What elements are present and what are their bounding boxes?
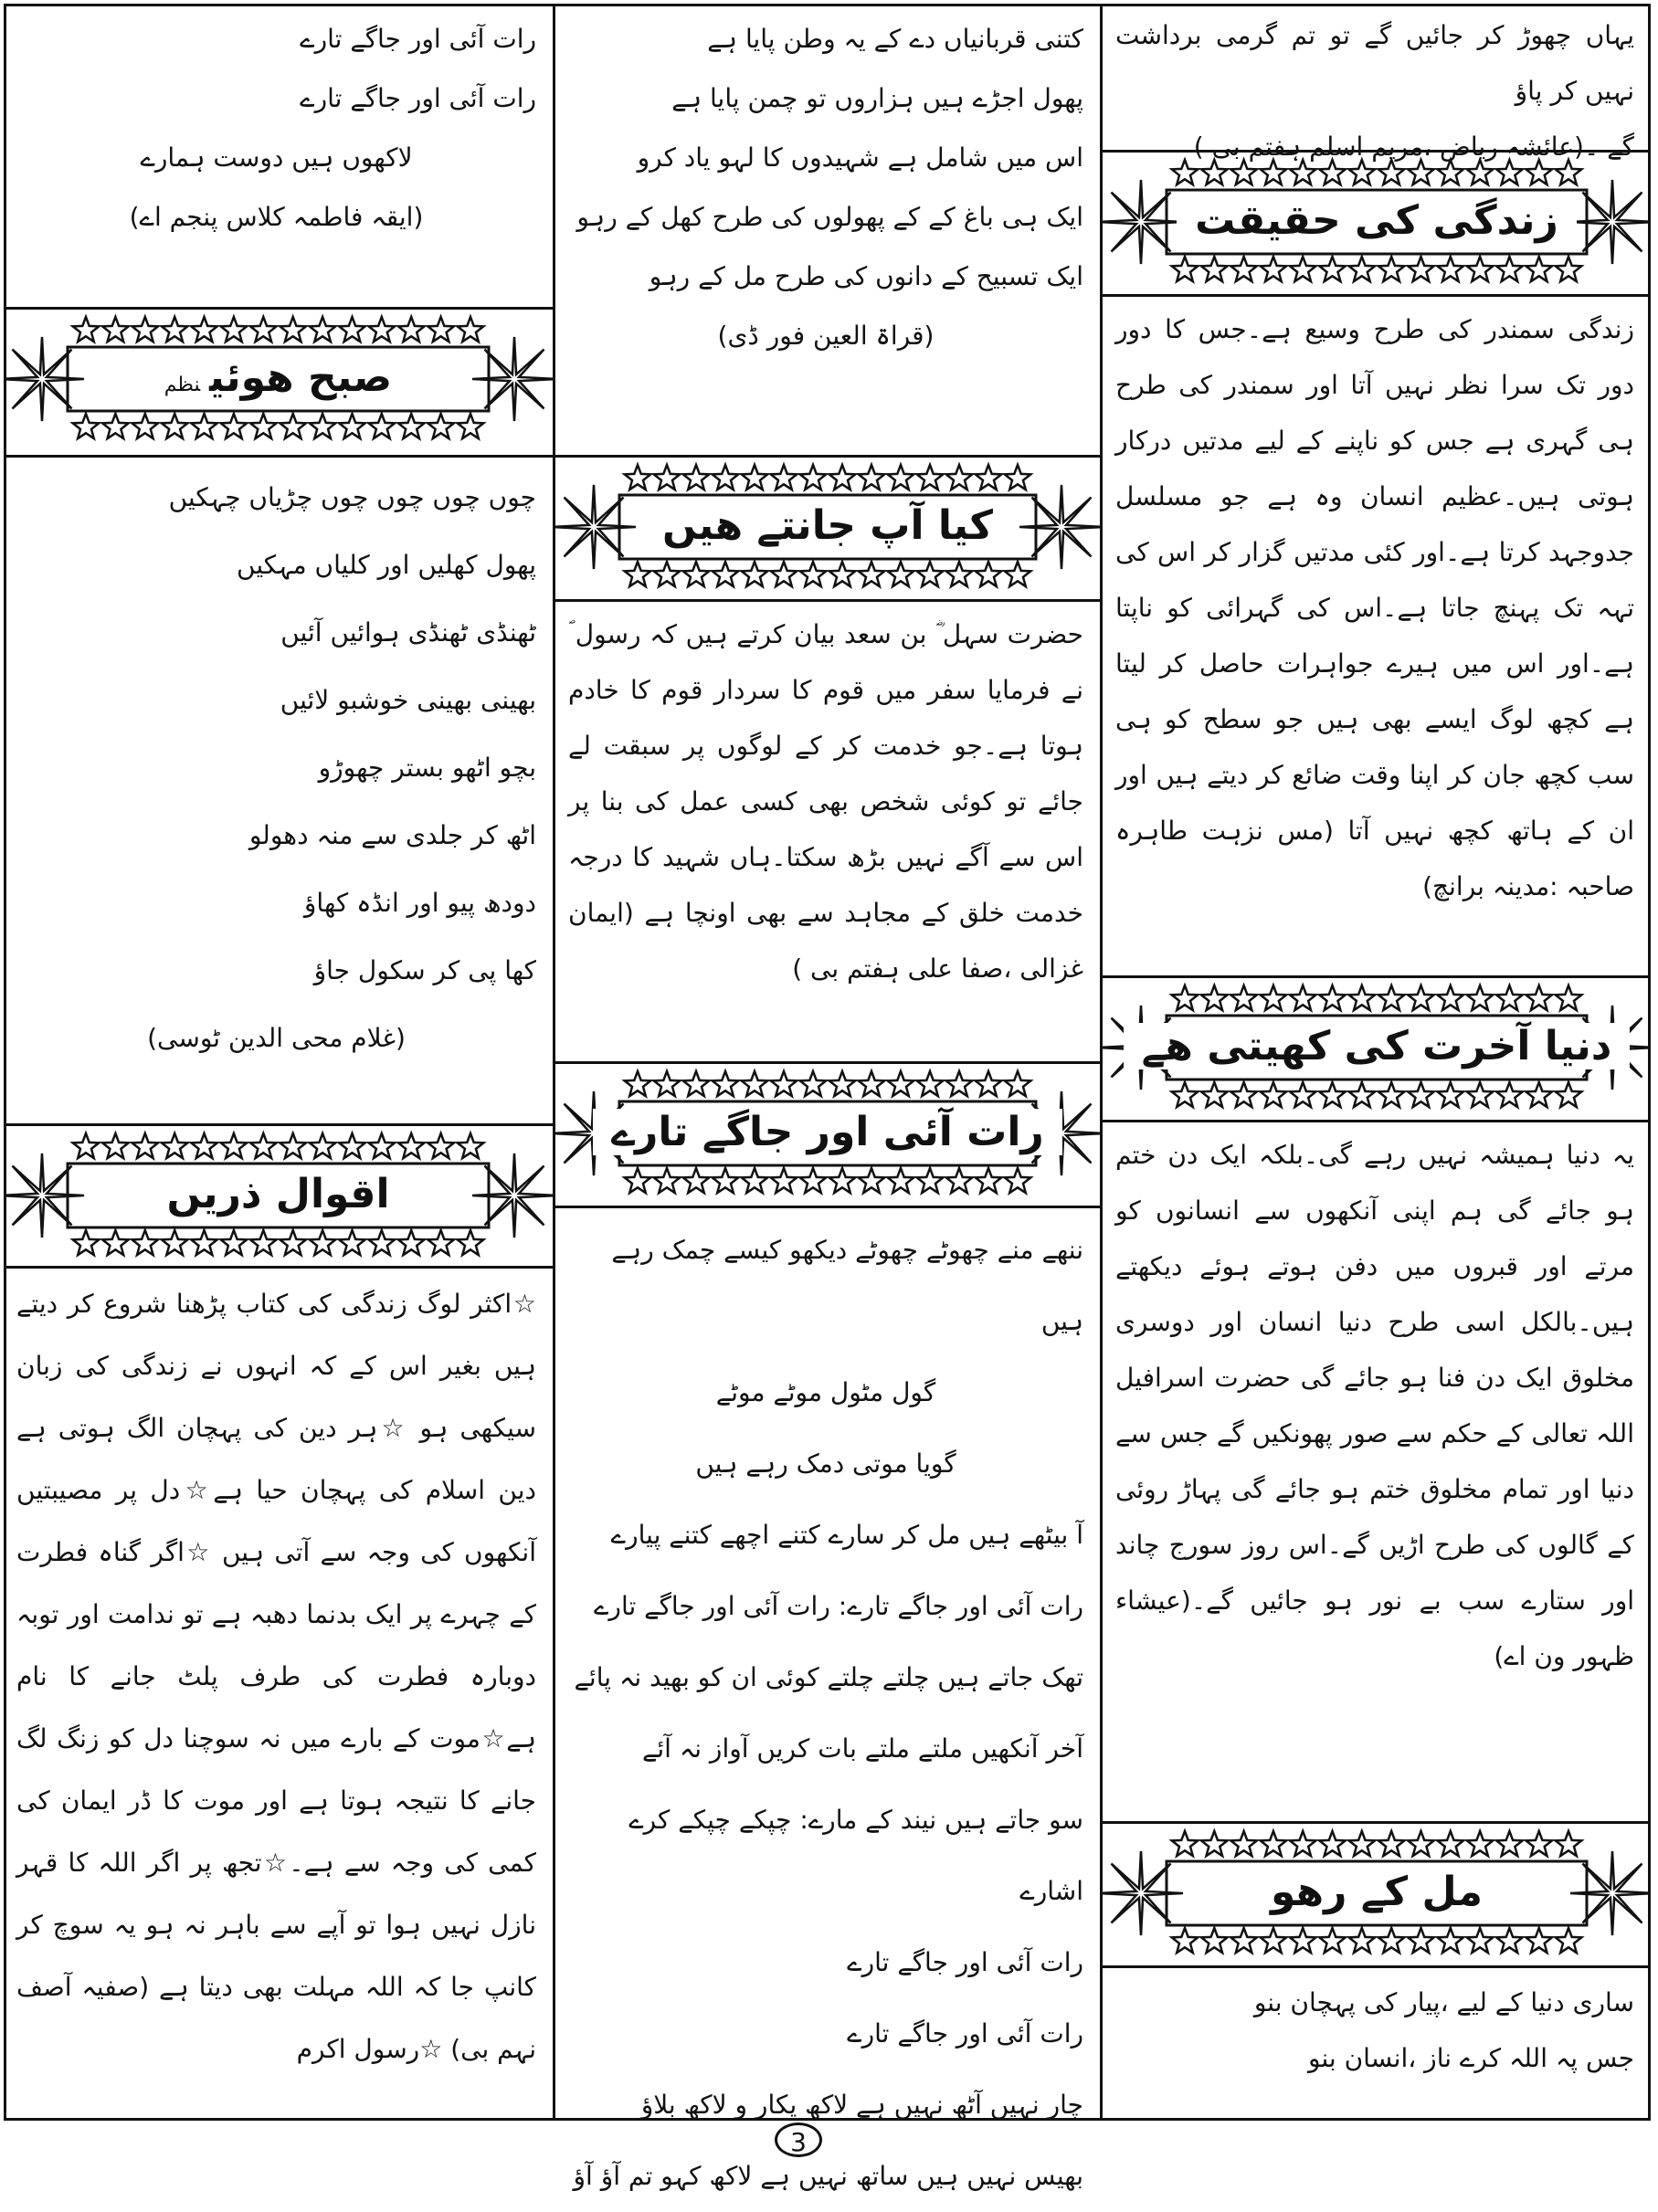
heading-aqwal xyxy=(4,1127,553,1264)
star-icon xyxy=(132,317,159,342)
star-icon xyxy=(369,1133,396,1158)
star-icon xyxy=(1319,1928,1346,1953)
star-icon xyxy=(1201,985,1228,1010)
star-icon xyxy=(917,1071,944,1096)
star-icon xyxy=(1290,1082,1316,1107)
star-icon xyxy=(1172,1831,1199,1856)
aqwal-text: ☆اکثر لوگ زندگی کی کتاب پڑھنا شروع کر دیتے ہیں بغیر اس کے کہ انہوں نے زندگی کی زبان سیکھی ہو ☆ہر دین کی پہچان الگ ہوتی ہے دین اسلام کی پہچان حیا ہے☆دل پر مصیبتیں آنکھوں کی وجہ سے آتی ہیں ☆اگر گناہ فطرت کے چہرے پر ایک بدنما دھبہ ہے تو ندامت اور توبہ دوبارہ فطرت کی طرف پلٹ جانے کا نام ہے☆موت کے بارے میں نہ سوچنا دل کو زنگ لگ جانے کا نتیجہ ہوتا ہے اور موت کا ڈر ایمان کی کمی کی وجہ سے ہے۔☆تجھ پر اگر اللہ کا قہر نازل نہیں ہوا تو آپے سے باہر نہ ہو یہ سوچ کر کانپ جا کہ اللہ مہلت بھی دیتا ہے (صفیہ آصف نہم بی) ☆رسول اکرم xyxy=(16,1289,536,2064)
star-icon xyxy=(1438,985,1464,1010)
star-icon xyxy=(1496,160,1523,184)
star-icon xyxy=(339,1133,365,1158)
star-icon xyxy=(1319,160,1346,184)
star-icon xyxy=(1319,257,1346,281)
star-icon xyxy=(73,414,100,438)
star-icon xyxy=(458,317,484,342)
column-left xyxy=(4,4,553,2121)
star-icon xyxy=(280,1230,306,1255)
star-icon xyxy=(310,1230,336,1255)
star-icon xyxy=(428,414,454,438)
star-icon xyxy=(1005,1071,1031,1096)
subah-line: اٹھ کر جلدی سے منہ دھولو xyxy=(248,820,536,850)
star-icon xyxy=(1319,1831,1346,1856)
star-icon xyxy=(888,465,914,490)
star-icon xyxy=(339,317,365,342)
heading-subah xyxy=(4,311,553,448)
star-icon xyxy=(132,414,159,438)
star-icon xyxy=(102,1230,129,1255)
star-icon xyxy=(1556,160,1582,184)
star-icon xyxy=(280,1133,306,1158)
star-icon xyxy=(1467,1831,1494,1856)
star-icon xyxy=(1408,1082,1434,1107)
raat-line: تھک جاتے ہیں چلتے چلتے کوئی ان کو بھید نہ پائے xyxy=(574,1662,1083,1692)
star-icon xyxy=(713,1071,739,1096)
star-icon xyxy=(800,562,827,586)
star-icon xyxy=(1172,257,1199,281)
star-icon xyxy=(73,1230,100,1255)
star-icon xyxy=(742,1168,768,1193)
heading-duniya-title: دنیا آخرت کی کھیتی ھے xyxy=(1124,1023,1631,1069)
star-icon xyxy=(310,414,336,438)
raat-aayi-poem xyxy=(555,1209,1100,2191)
star-icon xyxy=(1290,160,1316,184)
star-icon xyxy=(310,1133,336,1158)
heading-kya-aap-title: کیا آپ جانتے ھیں xyxy=(644,502,1011,549)
star-icon xyxy=(1438,1831,1464,1856)
heading-subah-sub: نظم xyxy=(164,374,201,396)
star-icon xyxy=(1526,1831,1552,1856)
star-icon xyxy=(1496,257,1523,281)
star-icon xyxy=(625,1071,651,1096)
raat-line: رات آئی اور جاگے تارے xyxy=(847,2018,1083,2049)
star-icon xyxy=(1408,160,1434,184)
subah-line: کھا پی کر سکول جاؤ xyxy=(313,955,536,985)
star-icon xyxy=(917,562,944,586)
star-icon xyxy=(1230,160,1257,184)
star-icon xyxy=(102,414,129,438)
star-icon xyxy=(742,562,768,586)
star-icon xyxy=(946,1168,973,1193)
star-icon xyxy=(162,1230,188,1255)
star-icon xyxy=(654,465,681,490)
star-icon xyxy=(1290,257,1316,281)
star-icon xyxy=(742,1071,768,1096)
star-icon xyxy=(1172,1928,1199,1953)
heading-kya-aap xyxy=(555,458,1100,595)
star-icon xyxy=(1408,1831,1434,1856)
subah-line: پھول کھلیں اور کلیاں مہکیں xyxy=(237,550,536,580)
raat-line: آخر آنکھیں ملتے ملتے بات کریں آواز نہ آئے xyxy=(641,1733,1083,1764)
star-icon xyxy=(859,1071,885,1096)
heading-milke-title: مل کے رھو xyxy=(1252,1869,1501,1915)
star-icon xyxy=(1172,985,1199,1010)
star-icon xyxy=(1201,257,1228,281)
star-icon xyxy=(1556,1831,1582,1856)
star-icon xyxy=(458,1133,484,1158)
star-icon xyxy=(428,1230,454,1255)
star-icon xyxy=(310,317,336,342)
heading-subah-title: صبح ھوئی xyxy=(209,354,393,401)
star-icon xyxy=(1230,985,1257,1010)
star-icon xyxy=(683,1168,710,1193)
zindagi-text: زندگی سمندر کی طرح وسیع ہے۔جس کا دور دور تک سرا نظر نہیں آتا اور سمندر کی طرح ہی گہری ہے جس کو ناپنے کے لیے مدتیں درکار ہوتی ہیں۔عظیم انسان وہ ہے جو مسلسل جدوجہد کرتا ہے۔اور کئی مدتیں گزار کر اس کی تہہ تک پہنچ جاتا ہے۔اس کی گہرائی کو ناپتا ہے۔اور اس میں ہیرے جواہرات حاصل کر لیتا ہے کچھ لوگ ایسے بھی ہیں جو سطح کو ہی سب کچھ جان کر اپنا وقت ضائع کر دیتے ہیں اور ان کے ہاتھ کچھ نہیں آتا (مس نزہت طاہرہ صاحبہ :مدینہ برانچ) xyxy=(1115,314,1634,901)
star-icon xyxy=(458,414,484,438)
star-icon xyxy=(398,414,425,438)
watan-line: کتنی قربانیاں دے کے یہ وطن پایا ہے xyxy=(707,24,1083,54)
star-icon xyxy=(1349,1928,1376,1953)
star-icon xyxy=(859,1168,885,1193)
star-icon xyxy=(976,465,1002,490)
star-icon xyxy=(1261,985,1287,1010)
watan-line: پھول اجڑے ہیں ہزاروں تو چمن پایا ہے xyxy=(671,83,1083,113)
star-icon xyxy=(1526,1082,1552,1107)
star-icon xyxy=(339,1230,365,1255)
star-icon xyxy=(654,1168,681,1193)
star-icon xyxy=(132,1230,159,1255)
star-icon xyxy=(162,317,188,342)
intro-line-1: یہاں چھوڑ کر جائیں گے تو تم گرمی برداشت نہیں کر پاؤ xyxy=(1115,20,1634,106)
lakhon-credit: (ایقہ فاطمہ کلاس پنجم اے) xyxy=(129,202,424,232)
subah-line: بھینی بھینی خوشبو لائیں xyxy=(280,685,536,715)
raat-line: سو جاتے ہیں نیند کے مارے: چپکے چپکے کرے اشارے xyxy=(628,1805,1083,1906)
star-icon xyxy=(888,562,914,586)
page-number: 3 xyxy=(775,2122,822,2157)
star-icon xyxy=(1556,1928,1582,1953)
star-icon xyxy=(102,1133,129,1158)
raat-line: گول مٹول موٹے موٹے xyxy=(715,1377,936,1407)
star-icon xyxy=(1438,257,1464,281)
star-icon xyxy=(1349,1831,1376,1856)
star-icon xyxy=(1438,160,1464,184)
star-icon xyxy=(1290,985,1316,1010)
star-icon xyxy=(683,1071,710,1096)
star-icon xyxy=(1378,985,1405,1010)
star-icon xyxy=(369,414,396,438)
star-icon xyxy=(742,465,768,490)
heading-aqwal-title: اقوال ذریں xyxy=(148,1171,407,1217)
heading-duniya xyxy=(1103,979,1651,1116)
star-icon xyxy=(191,1133,217,1158)
star-icon xyxy=(1526,1928,1552,1953)
star-icon xyxy=(221,317,248,342)
star-icon xyxy=(829,562,856,586)
star-icon xyxy=(132,1133,159,1158)
star-icon xyxy=(1467,160,1494,184)
star-icon xyxy=(976,1168,1002,1193)
star-icon xyxy=(654,1071,681,1096)
intro-text xyxy=(1103,4,1651,162)
watan-line: ایک ہی باغ کے کے پھولوں کی طرح کھل کے رہو xyxy=(576,202,1083,232)
star-icon xyxy=(1467,1082,1494,1107)
star-icon xyxy=(625,1168,651,1193)
star-icon xyxy=(428,1133,454,1158)
star-icon xyxy=(1496,985,1523,1010)
lakhon-line: رات آئی اور جاگے تارے xyxy=(300,83,536,113)
subah-line: بچو اٹھو بستر چھوڑو xyxy=(318,753,536,783)
column-right xyxy=(1103,4,1651,2121)
star-icon xyxy=(1556,257,1582,281)
milke-line-2: جس پہ اللہ کرے ناز ،انسان بنو xyxy=(1307,2043,1634,2073)
star-icon xyxy=(1496,1831,1523,1856)
heading-raat-aayi xyxy=(555,1065,1100,1202)
star-icon xyxy=(1378,1831,1405,1856)
star-icon xyxy=(976,1071,1002,1096)
star-icon xyxy=(1230,257,1257,281)
star-icon xyxy=(829,1168,856,1193)
star-icon xyxy=(1349,257,1376,281)
star-icon xyxy=(191,317,217,342)
star-icon xyxy=(102,317,129,342)
star-icon xyxy=(1408,985,1434,1010)
star-icon xyxy=(1261,1831,1287,1856)
star-icon xyxy=(250,1230,277,1255)
duniya-text: یہ دنیا ہمیشہ نہیں رہے گی۔بلکہ ایک دن ختم ہو جائے گی ہم اپنی آنکھوں سے انسانوں کو مرتے اور قبروں میں دفن ہوتے ہوئے دیکھتے ہیں۔بالکل اسی طرح دنیا انسان اور دوسری مخلوق ایک دن فنا ہو جائے گی حضرت اسرافیل اللہ تعالی کے حکم سے صور پھونکیں گے جس سے دنیا اور تمام مخلوق ختم ہو جائے گی پہاڑ روئی کے گالوں کی طرح اڑیں گے۔اس روز سورج چاند اور ستارے سب بے نور ہو جائیں گے۔(عیشاء ظہور ون اے) xyxy=(1115,1140,1634,1671)
star-icon xyxy=(1349,160,1376,184)
star-icon xyxy=(800,1071,827,1096)
star-icon xyxy=(250,1133,277,1158)
star-icon xyxy=(1378,1082,1405,1107)
star-icon xyxy=(1496,1928,1523,1953)
star-icon xyxy=(1261,1928,1287,1953)
intro-line-2: گے ۔(عائشہ ریاض ،مریم اسلم ہفتم بی ) xyxy=(1193,132,1634,162)
star-icon xyxy=(221,1230,248,1255)
star-icon xyxy=(683,562,710,586)
watan-line: اس میں شامل ہے شہیدوں کا لہو یاد کرو xyxy=(637,142,1083,173)
star-icon xyxy=(191,414,217,438)
star-icon xyxy=(398,1230,425,1255)
star-icon xyxy=(1201,1928,1228,1953)
star-icon xyxy=(829,465,856,490)
star-icon xyxy=(73,1133,100,1158)
star-icon xyxy=(1438,1082,1464,1107)
star-icon xyxy=(946,562,973,586)
star-icon xyxy=(1378,257,1405,281)
star-icon xyxy=(1201,160,1228,184)
star-icon xyxy=(1408,1928,1434,1953)
star-icon xyxy=(1556,985,1582,1010)
raat-line: بھیس نہیں ہیں ساتھ نہیں ہے لاکھ کہو تم آؤ آؤ xyxy=(573,2161,1083,2191)
watan-poem xyxy=(555,4,1100,451)
star-icon xyxy=(1467,985,1494,1010)
star-icon xyxy=(771,1168,797,1193)
star-icon xyxy=(625,562,651,586)
star-icon xyxy=(800,465,827,490)
star-icon xyxy=(771,562,797,586)
star-icon xyxy=(369,317,396,342)
star-icon xyxy=(1408,257,1434,281)
star-icon xyxy=(191,1230,217,1255)
star-icon xyxy=(250,317,277,342)
star-icon xyxy=(946,465,973,490)
star-icon xyxy=(1230,1082,1257,1107)
star-icon xyxy=(458,1230,484,1255)
kya-aap-text: حضرت سہل ؓ بن سعد بیان کرتے ہیں کہ رسول ؐ نے فرمایا سفر میں قوم کا سردار قوم کا خادم ہوتا ہے۔جو خدمت کر کے لوگوں پر سبقت لے جائے تو کوئی شخص بھی کسی عمل کی بنا پر اس سے آگے نہیں بڑھ سکتا۔ہاں شہید کا درجہ خدمت خلق کے مجاہد سے بھی اونچا ہے (ایمان غزالی ،صفا علی ہفتم بی ) xyxy=(568,619,1083,984)
star-icon xyxy=(280,317,306,342)
star-icon xyxy=(1005,1168,1031,1193)
star-icon xyxy=(888,1168,914,1193)
star-icon xyxy=(1201,1831,1228,1856)
subah-poem xyxy=(4,458,553,1116)
heading-zindagi xyxy=(1103,153,1651,290)
heading-zindagi-title: زندگی کی حقیقت xyxy=(1177,197,1577,244)
star-icon xyxy=(1526,985,1552,1010)
star-icon xyxy=(917,465,944,490)
subah-line: ٹھنڈی ٹھنڈی ہوائیں آئیں xyxy=(280,617,536,648)
column-middle xyxy=(553,4,1103,2191)
watan-line: ایک تسبیح کے دانوں کی طرح مل کے رہو xyxy=(649,261,1083,291)
star-icon xyxy=(221,414,248,438)
lakhon-line: لاکھوں ہیں دوست ہمارے xyxy=(140,142,413,173)
lakhon-poem xyxy=(4,4,553,305)
star-icon xyxy=(1290,1928,1316,1953)
star-icon xyxy=(1526,257,1552,281)
subah-line: چوں چوں چوں چوں چڑیاں چہکیں xyxy=(168,482,536,512)
heading-milke xyxy=(1103,1825,1651,1962)
heading-raat-aayi-title: رات آئی اور جاگے تارے xyxy=(593,1109,1062,1155)
raat-line: رات آئی اور جاگے تارے: رات آئی اور جاگے تارے xyxy=(594,1591,1083,1621)
milke-line-1: ساری دنیا کے لیے ،پیار کی پہچان بنو xyxy=(1253,1987,1634,2017)
star-icon xyxy=(1230,1928,1257,1953)
star-icon xyxy=(1556,1082,1582,1107)
raat-line: رات آئی اور جاگے تارے xyxy=(847,1947,1083,1977)
star-icon xyxy=(1467,1928,1494,1953)
lakhon-line: رات آئی اور جاگے تارے xyxy=(300,24,536,54)
star-icon xyxy=(73,317,100,342)
star-icon xyxy=(1467,257,1494,281)
star-icon xyxy=(713,562,739,586)
star-icon xyxy=(1378,160,1405,184)
star-icon xyxy=(398,1133,425,1158)
star-icon xyxy=(917,1168,944,1193)
star-icon xyxy=(713,1168,739,1193)
star-icon xyxy=(339,414,365,438)
star-icon xyxy=(1438,1928,1464,1953)
star-icon xyxy=(1261,160,1287,184)
star-icon xyxy=(398,317,425,342)
star-icon xyxy=(250,414,277,438)
star-icon xyxy=(859,465,885,490)
star-icon xyxy=(162,1133,188,1158)
star-icon xyxy=(280,414,306,438)
star-icon xyxy=(800,1168,827,1193)
star-icon xyxy=(1005,465,1031,490)
star-icon xyxy=(771,1071,797,1096)
star-icon xyxy=(976,562,1002,586)
star-icon xyxy=(1319,985,1346,1010)
star-icon xyxy=(1378,1928,1405,1953)
star-icon xyxy=(1290,1831,1316,1856)
star-icon xyxy=(1261,1082,1287,1107)
star-icon xyxy=(1005,562,1031,586)
star-icon xyxy=(829,1071,856,1096)
raat-line: آ بیٹھے ہیں مل کر سارے کتنے اچھے کتنے پیارے xyxy=(610,1520,1083,1550)
star-icon xyxy=(771,465,797,490)
star-icon xyxy=(221,1133,248,1158)
star-icon xyxy=(1349,1082,1376,1107)
star-icon xyxy=(1172,1082,1199,1107)
star-icon xyxy=(654,562,681,586)
star-icon xyxy=(162,414,188,438)
raat-line: چار نہیں آٹھ نہیں ہے لاکھ پکار و لاکھ بلاؤ xyxy=(640,2090,1083,2120)
star-icon xyxy=(1496,1082,1523,1107)
star-icon xyxy=(713,465,739,490)
star-icon xyxy=(1319,1082,1346,1107)
star-icon xyxy=(428,317,454,342)
raat-line: گویا موتی دمک رہے ہیں xyxy=(695,1448,956,1479)
raat-line: ننھے منے چھوٹے چھوٹے دیکھو کیسے چمک رہے ہیں xyxy=(611,1235,1083,1336)
star-icon xyxy=(1172,160,1199,184)
star-icon xyxy=(888,1071,914,1096)
star-icon xyxy=(625,465,651,490)
star-icon xyxy=(1526,160,1552,184)
watan-credit: (قراۃ العین فور ڈی) xyxy=(717,321,935,351)
star-icon xyxy=(683,465,710,490)
milke-text xyxy=(1103,1971,1651,2117)
subah-line: دودھ پیو اور انڈہ کھاؤ xyxy=(303,888,536,918)
star-icon xyxy=(1201,1082,1228,1107)
star-icon xyxy=(1349,985,1376,1010)
subah-credit: (غلام محی الدین ٹوسی) xyxy=(147,1023,406,1053)
star-icon xyxy=(1261,257,1287,281)
star-icon xyxy=(859,562,885,586)
star-icon xyxy=(946,1071,973,1096)
star-icon xyxy=(1230,1831,1257,1856)
star-icon xyxy=(369,1230,396,1255)
